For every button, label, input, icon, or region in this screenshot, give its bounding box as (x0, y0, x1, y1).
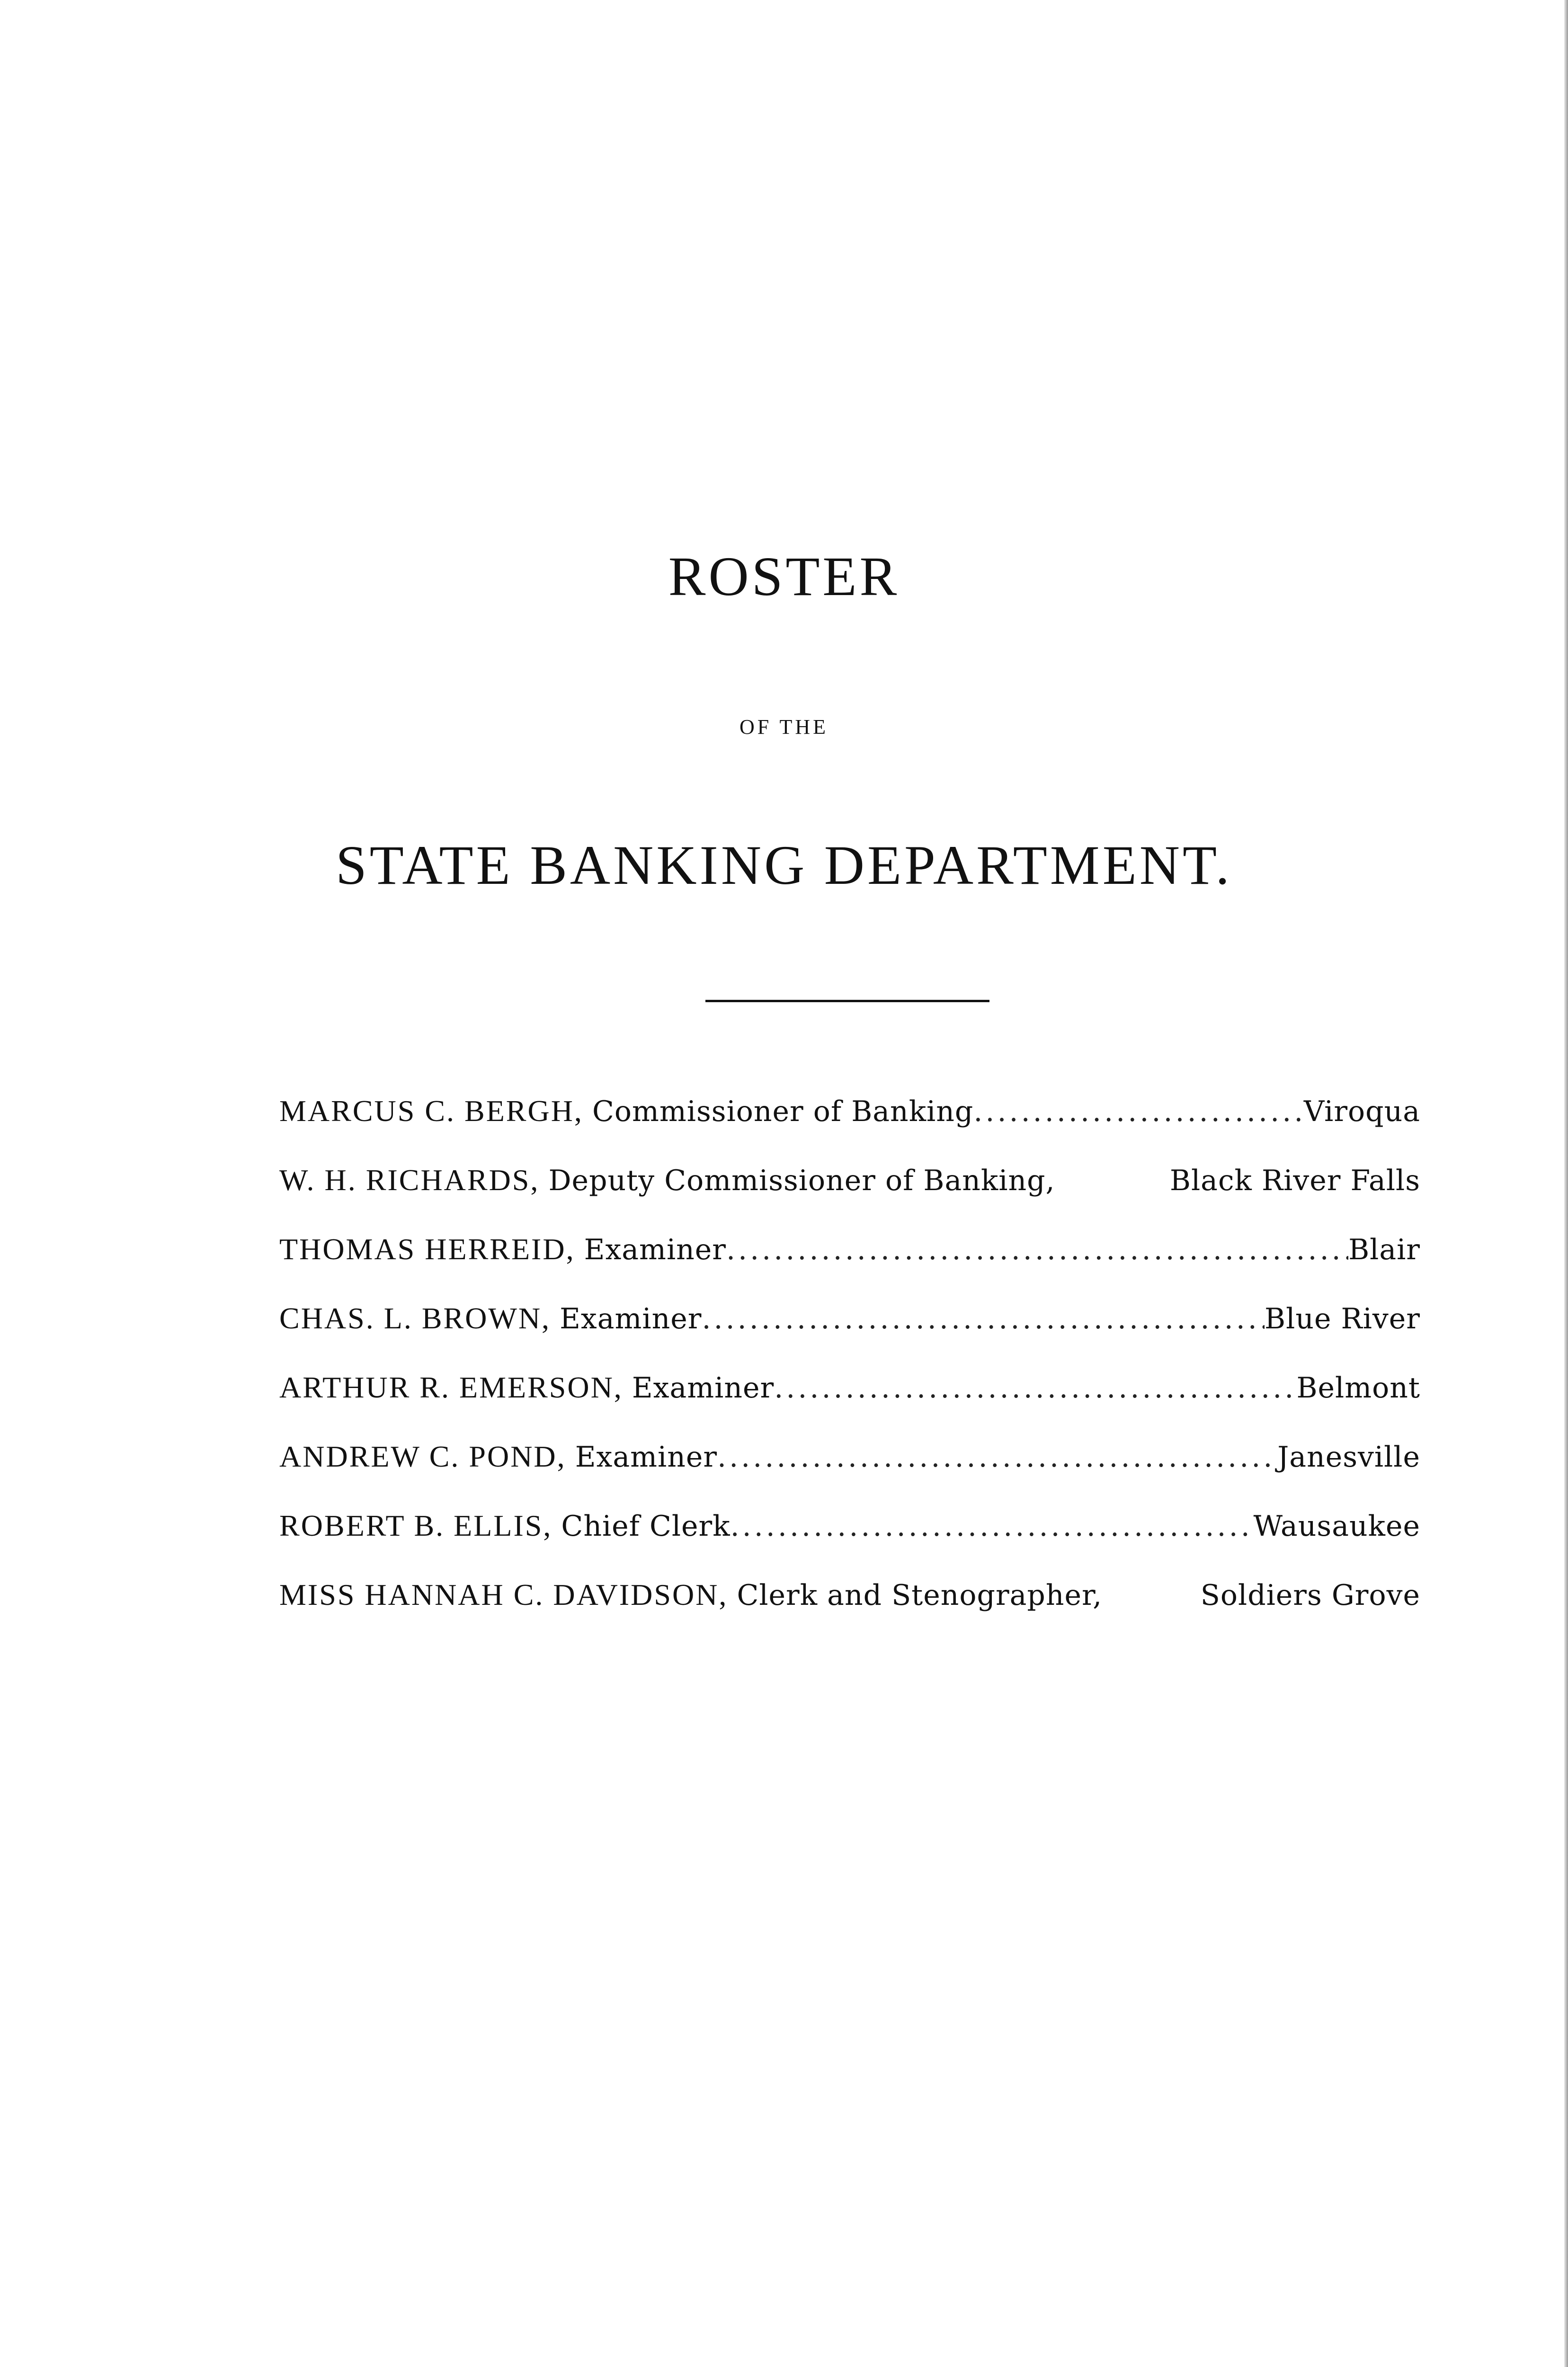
roster-entry-spacer (551, 1302, 560, 1335)
dot-leader (717, 1441, 1277, 1474)
roster-entry-spacer (1102, 1579, 1201, 1612)
roster-entry (279, 1232, 1420, 1301)
roster-entry-name: MISS HANNAH C. DAVIDSON, (279, 1578, 728, 1611)
roster-entry-place: Blair (1348, 1233, 1420, 1266)
title-divider-rule (705, 1000, 989, 1002)
dot-leader (726, 1233, 1348, 1266)
roster-entry-role: Commissioner of Banking (592, 1095, 974, 1128)
roster-entry-role: Clerk and Stenographer, (737, 1579, 1103, 1612)
page-edge-shadow (1564, 0, 1568, 2367)
document-subtitle: OF THE (739, 715, 829, 739)
roster-entry-spacer (623, 1371, 632, 1405)
roster-entry (279, 1301, 1420, 1370)
roster-entry-place: Wausaukee (1253, 1510, 1420, 1543)
dot-leader (973, 1095, 1304, 1128)
roster-entry-place: Belmont (1296, 1371, 1420, 1405)
roster-entry-name: THOMAS HERREID, (279, 1232, 575, 1266)
dot-leader (731, 1510, 1254, 1543)
roster-entry-name: W. H. RICHARDS, (279, 1163, 540, 1197)
roster-entry-role: Examiner (560, 1302, 702, 1335)
roster-entry-spacer (728, 1579, 737, 1612)
roster-entry-role: Examiner (575, 1441, 718, 1474)
roster-entry (279, 1094, 1420, 1163)
roster-entry-spacer (539, 1164, 548, 1197)
roster-entry-spacer (566, 1441, 575, 1474)
roster-entry-name: ANDREW C. POND, (279, 1440, 566, 1473)
roster-entry-spacer (1055, 1164, 1170, 1197)
roster-entry-role: Examiner (584, 1233, 726, 1266)
roster-entry-name: ROBERT B. ELLIS, (279, 1509, 552, 1542)
roster-entry-role: Deputy Commissioner of Banking, (548, 1164, 1055, 1197)
roster-entry-place: Janesville (1277, 1441, 1420, 1474)
document-heading: STATE BANKING DEPARTMENT. (336, 834, 1232, 896)
roster-entry-name: MARCUS C. BERGH, (279, 1094, 583, 1128)
dot-leader (702, 1302, 1265, 1335)
roster-entry (279, 1163, 1420, 1232)
roster-entry (279, 1577, 1420, 1646)
document-title: ROSTER (668, 545, 900, 607)
roster-entry-place: Blue River (1265, 1302, 1420, 1335)
roster-entry (279, 1508, 1420, 1577)
roster-entry-role: Examiner (632, 1371, 775, 1405)
roster-entry-spacer (552, 1510, 561, 1543)
roster-list (279, 1094, 1420, 1646)
roster-entry-place: Soldiers Grove (1200, 1579, 1420, 1612)
roster-entry (279, 1439, 1420, 1508)
roster-entry-place: Viroqua (1303, 1095, 1420, 1128)
roster-entry-name: ARTHUR R. EMERSON, (279, 1370, 623, 1404)
roster-entry-name: CHAS. L. BROWN, (279, 1301, 551, 1335)
roster-entry-spacer (575, 1233, 584, 1266)
roster-entry-place: Black River Falls (1169, 1164, 1420, 1197)
roster-entry-role: Chief Clerk (561, 1510, 731, 1543)
roster-entry-spacer (583, 1095, 592, 1128)
roster-entry (279, 1370, 1420, 1439)
dot-leader (774, 1371, 1296, 1405)
